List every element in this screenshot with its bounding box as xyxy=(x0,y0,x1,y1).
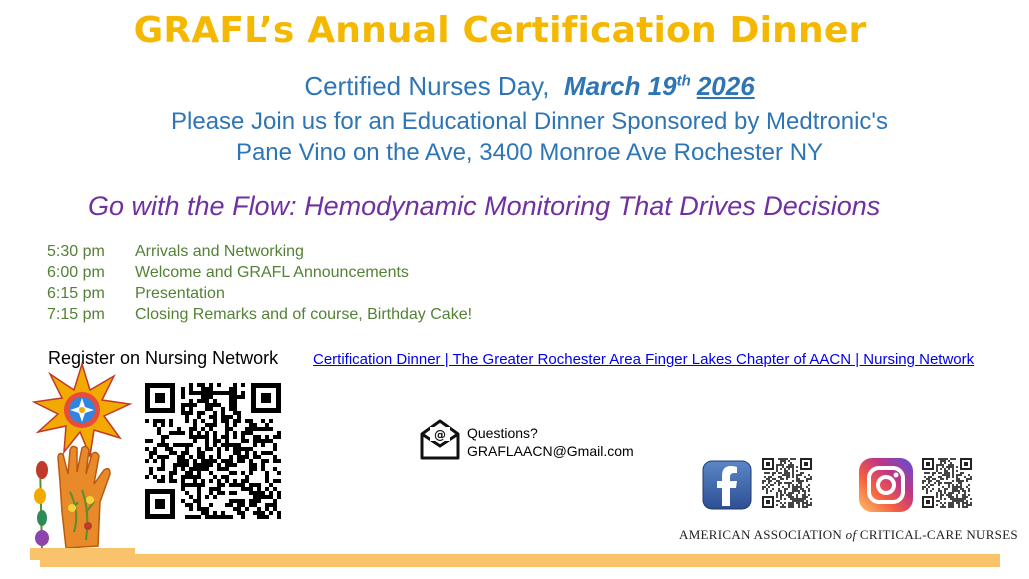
registration-link[interactable]: Certification Dinner | The Greater Rochester Area Finger Lakes Chapter of AACN | Nursing Network xyxy=(313,351,975,368)
footer-accent-bar xyxy=(40,554,1000,567)
contact-info xyxy=(467,424,634,460)
register-label: Register on Nursing Network xyxy=(48,348,279,368)
schedule-item xyxy=(47,306,472,327)
schedule-item xyxy=(47,285,472,306)
venue-text: Pane Vino on the Ave, 3400 Monroe Ave Rochester NY xyxy=(235,139,824,166)
occasion-text: Certified Nurses Day, xyxy=(304,71,550,101)
facebook-icon[interactable] xyxy=(702,460,752,510)
schedule-time: 6:15 pm xyxy=(47,285,105,302)
instagram-qr-code[interactable] xyxy=(922,458,972,508)
event-title: GRAFL’s Annual Certification Dinner xyxy=(133,10,867,51)
instagram-icon[interactable] xyxy=(858,457,914,513)
event-date: March 19th xyxy=(563,71,691,101)
presentation-subtitle: Go with the Flow: Hemodynamic Monitoring That Drives Decisions xyxy=(88,191,881,221)
svg-text:@: @ xyxy=(434,428,446,442)
contact-email[interactable]: GRAFLAACN@Gmail.com xyxy=(467,443,634,459)
schedule-time: 5:30 pm xyxy=(47,243,105,260)
schedule-item xyxy=(47,243,472,264)
questions-label: Questions? xyxy=(467,425,538,441)
event-date-line xyxy=(0,71,1029,102)
schedule-time: 6:00 pm xyxy=(47,264,105,281)
invitation-text: Please Join us for an Educational Dinner Sponsored by Medtronic's xyxy=(171,108,888,135)
decorative-hand-artwork-icon xyxy=(30,362,135,560)
event-year: 2026 xyxy=(696,71,755,101)
schedule-event: Presentation xyxy=(135,285,225,302)
schedule-event: Closing Remarks and of course, Birthday Cake! xyxy=(135,306,473,323)
schedule-event: Welcome and GRAFL Announcements xyxy=(135,264,409,281)
schedule-list xyxy=(47,243,472,327)
envelope-at-icon xyxy=(419,418,461,460)
facebook-qr-code[interactable] xyxy=(762,458,812,508)
schedule-item xyxy=(47,264,472,285)
schedule-event: Arrivals and Networking xyxy=(135,243,304,260)
aacn-logo-text: AMERICAN ASSOCIATION of CRITICAL-CARE NURSES xyxy=(679,527,1018,542)
schedule-time: 7:15 pm xyxy=(47,306,105,323)
registration-qr-code[interactable] xyxy=(145,383,281,519)
